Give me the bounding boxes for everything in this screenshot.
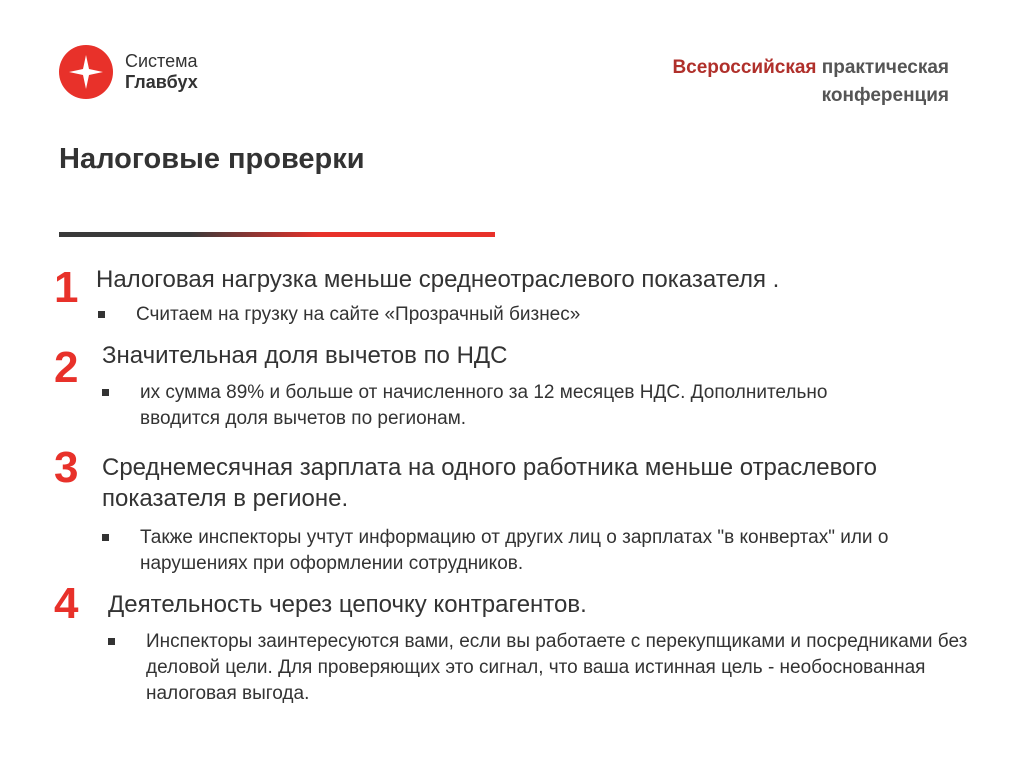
- item-bullet-text-1: Считаем на грузку на сайте «Прозрачный бизнес»: [136, 304, 581, 325]
- item-number-1: 1: [54, 263, 79, 312]
- logo-text: [125, 51, 198, 93]
- item-number-4: 4: [54, 579, 79, 628]
- conference-highlight: Всероссийская: [672, 57, 817, 78]
- bullet-square-icon: [108, 638, 115, 645]
- item-bullet-text-2: их сумма 89% и больше от начисленного за 12 месяцев НДС. Дополнительно вводится доля вычетов по регионам.: [140, 382, 828, 429]
- item-bullet-2: [96, 380, 900, 432]
- item-bullet-text-3: Также инспекторы учтут информацию от других лиц о зарплатах "в конвертах" или о нарушениях при оформлении сотрудников.: [140, 527, 889, 574]
- item-heading-2: Значительная доля вычетов по НДС: [102, 342, 508, 369]
- logo-line2: Главбух: [125, 72, 198, 92]
- star-logo-icon: [59, 45, 113, 99]
- page-title: Налоговые проверки: [59, 143, 365, 175]
- logo: [59, 45, 198, 99]
- conference-label: [672, 54, 949, 110]
- bullet-square-icon: [98, 311, 105, 318]
- bullet-square-icon: [102, 534, 109, 541]
- bullet-square-icon: [102, 389, 109, 396]
- item-heading-1: Налоговая нагрузка меньше среднеотраслевого показателя .: [96, 266, 780, 293]
- item-number-2: 2: [54, 343, 79, 392]
- item-bullet-3: [96, 525, 940, 577]
- title-underline: [59, 232, 495, 237]
- item-bullet-4: [102, 629, 986, 707]
- item-number-3: 3: [54, 443, 79, 492]
- item-heading-4: Деятельность через цепочку контрагентов.: [108, 591, 587, 618]
- logo-line1: Система: [125, 51, 198, 71]
- item-bullet-text-4: Инспекторы заинтересуются вами, если вы работаете с перекупщиками и посредниками без деловой цели. Для проверяющих это сигнал, что ваша истинная цель - необоснованная налоговая выгода.: [146, 631, 968, 704]
- conference-line2: конференция: [821, 85, 949, 106]
- item-bullet-1: [92, 302, 976, 328]
- item-heading-3: Среднемесячная зарплата на одного работника меньше отраслевого показателя в регионе.: [102, 454, 878, 512]
- conference-line1-rest: практическая: [816, 57, 949, 78]
